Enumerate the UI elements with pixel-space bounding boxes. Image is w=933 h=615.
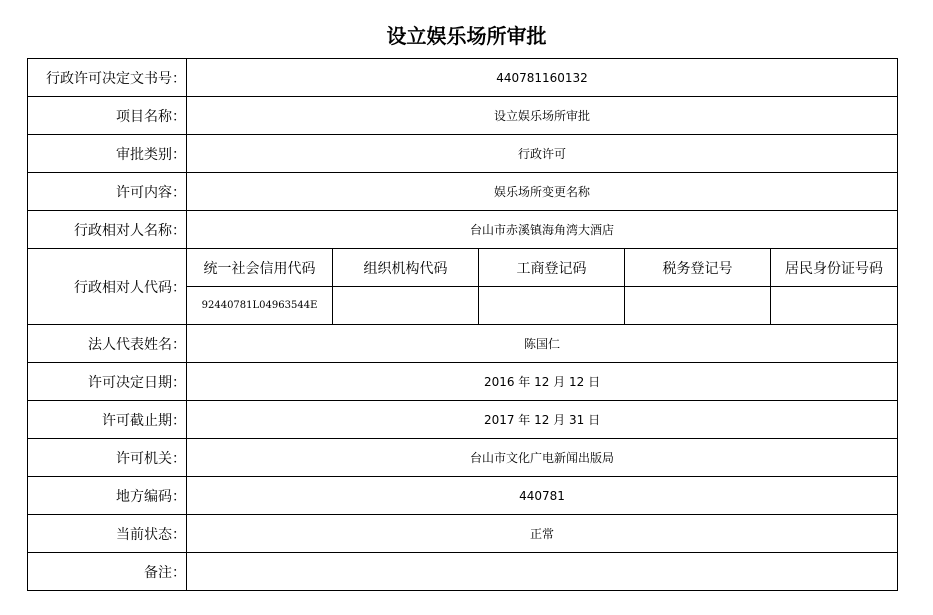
row-decision-no [28,59,898,97]
org-code-value [333,287,479,325]
expiry-date-label: 许可截止期： [28,401,187,439]
region-code-label: 地方编码： [28,477,187,515]
row-remarks [28,553,898,591]
resident-id-value [771,287,898,325]
legal-rep-label: 法人代表姓名： [28,325,187,363]
region-code-value: 440781 [187,477,898,515]
approval-table [27,58,898,591]
row-expiry-date [28,401,898,439]
decision-no-label: 行政许可决定文书号： [28,59,187,97]
decision-date-label: 许可决定日期： [28,363,187,401]
resident-id-header: 居民身份证号码 [771,249,898,287]
counterpart-code-label: 行政相对人代码： [28,249,187,325]
remarks-value [187,553,898,591]
status-label: 当前状态： [28,515,187,553]
business-reg-value [479,287,625,325]
item-name-label: 项目名称： [28,97,187,135]
status-value: 正常 [187,515,898,553]
row-authority [28,439,898,477]
counterpart-name-label: 行政相对人名称： [28,211,187,249]
row-decision-date [28,363,898,401]
content-label: 许可内容： [28,173,187,211]
row-legal-rep [28,325,898,363]
row-item-name [28,97,898,135]
business-reg-header: 工商登记码 [479,249,625,287]
content-value: 娱乐场所变更名称 [187,173,898,211]
category-label: 审批类别： [28,135,187,173]
expiry-date-value: 2017 年 12 月 31 日 [187,401,898,439]
org-code-header: 组织机构代码 [333,249,479,287]
legal-rep-value: 陈国仁 [187,325,898,363]
row-counterpart-name [28,211,898,249]
row-region-code [28,477,898,515]
authority-label: 许可机关： [28,439,187,477]
page-title: 设立娱乐场所审批 [386,24,547,48]
item-name-value: 设立娱乐场所审批 [187,97,898,135]
credit-code-header: 统一社会信用代码 [187,249,333,287]
row-status [28,515,898,553]
category-value: 行政许可 [187,135,898,173]
tax-reg-header: 税务登记号 [625,249,771,287]
counterpart-name-value: 台山市赤溪镇海角湾大酒店 [187,211,898,249]
remarks-label: 备注： [28,553,187,591]
decision-no-value: 440781160132 [187,59,898,97]
tax-reg-value [625,287,771,325]
row-counterpart-code-headers [28,249,898,287]
decision-date-value: 2016 年 12 月 12 日 [187,363,898,401]
row-content [28,173,898,211]
authority-value: 台山市文化广电新闻出版局 [187,439,898,477]
credit-code-value: 92440781L04963544E [187,287,333,325]
row-category [28,135,898,173]
